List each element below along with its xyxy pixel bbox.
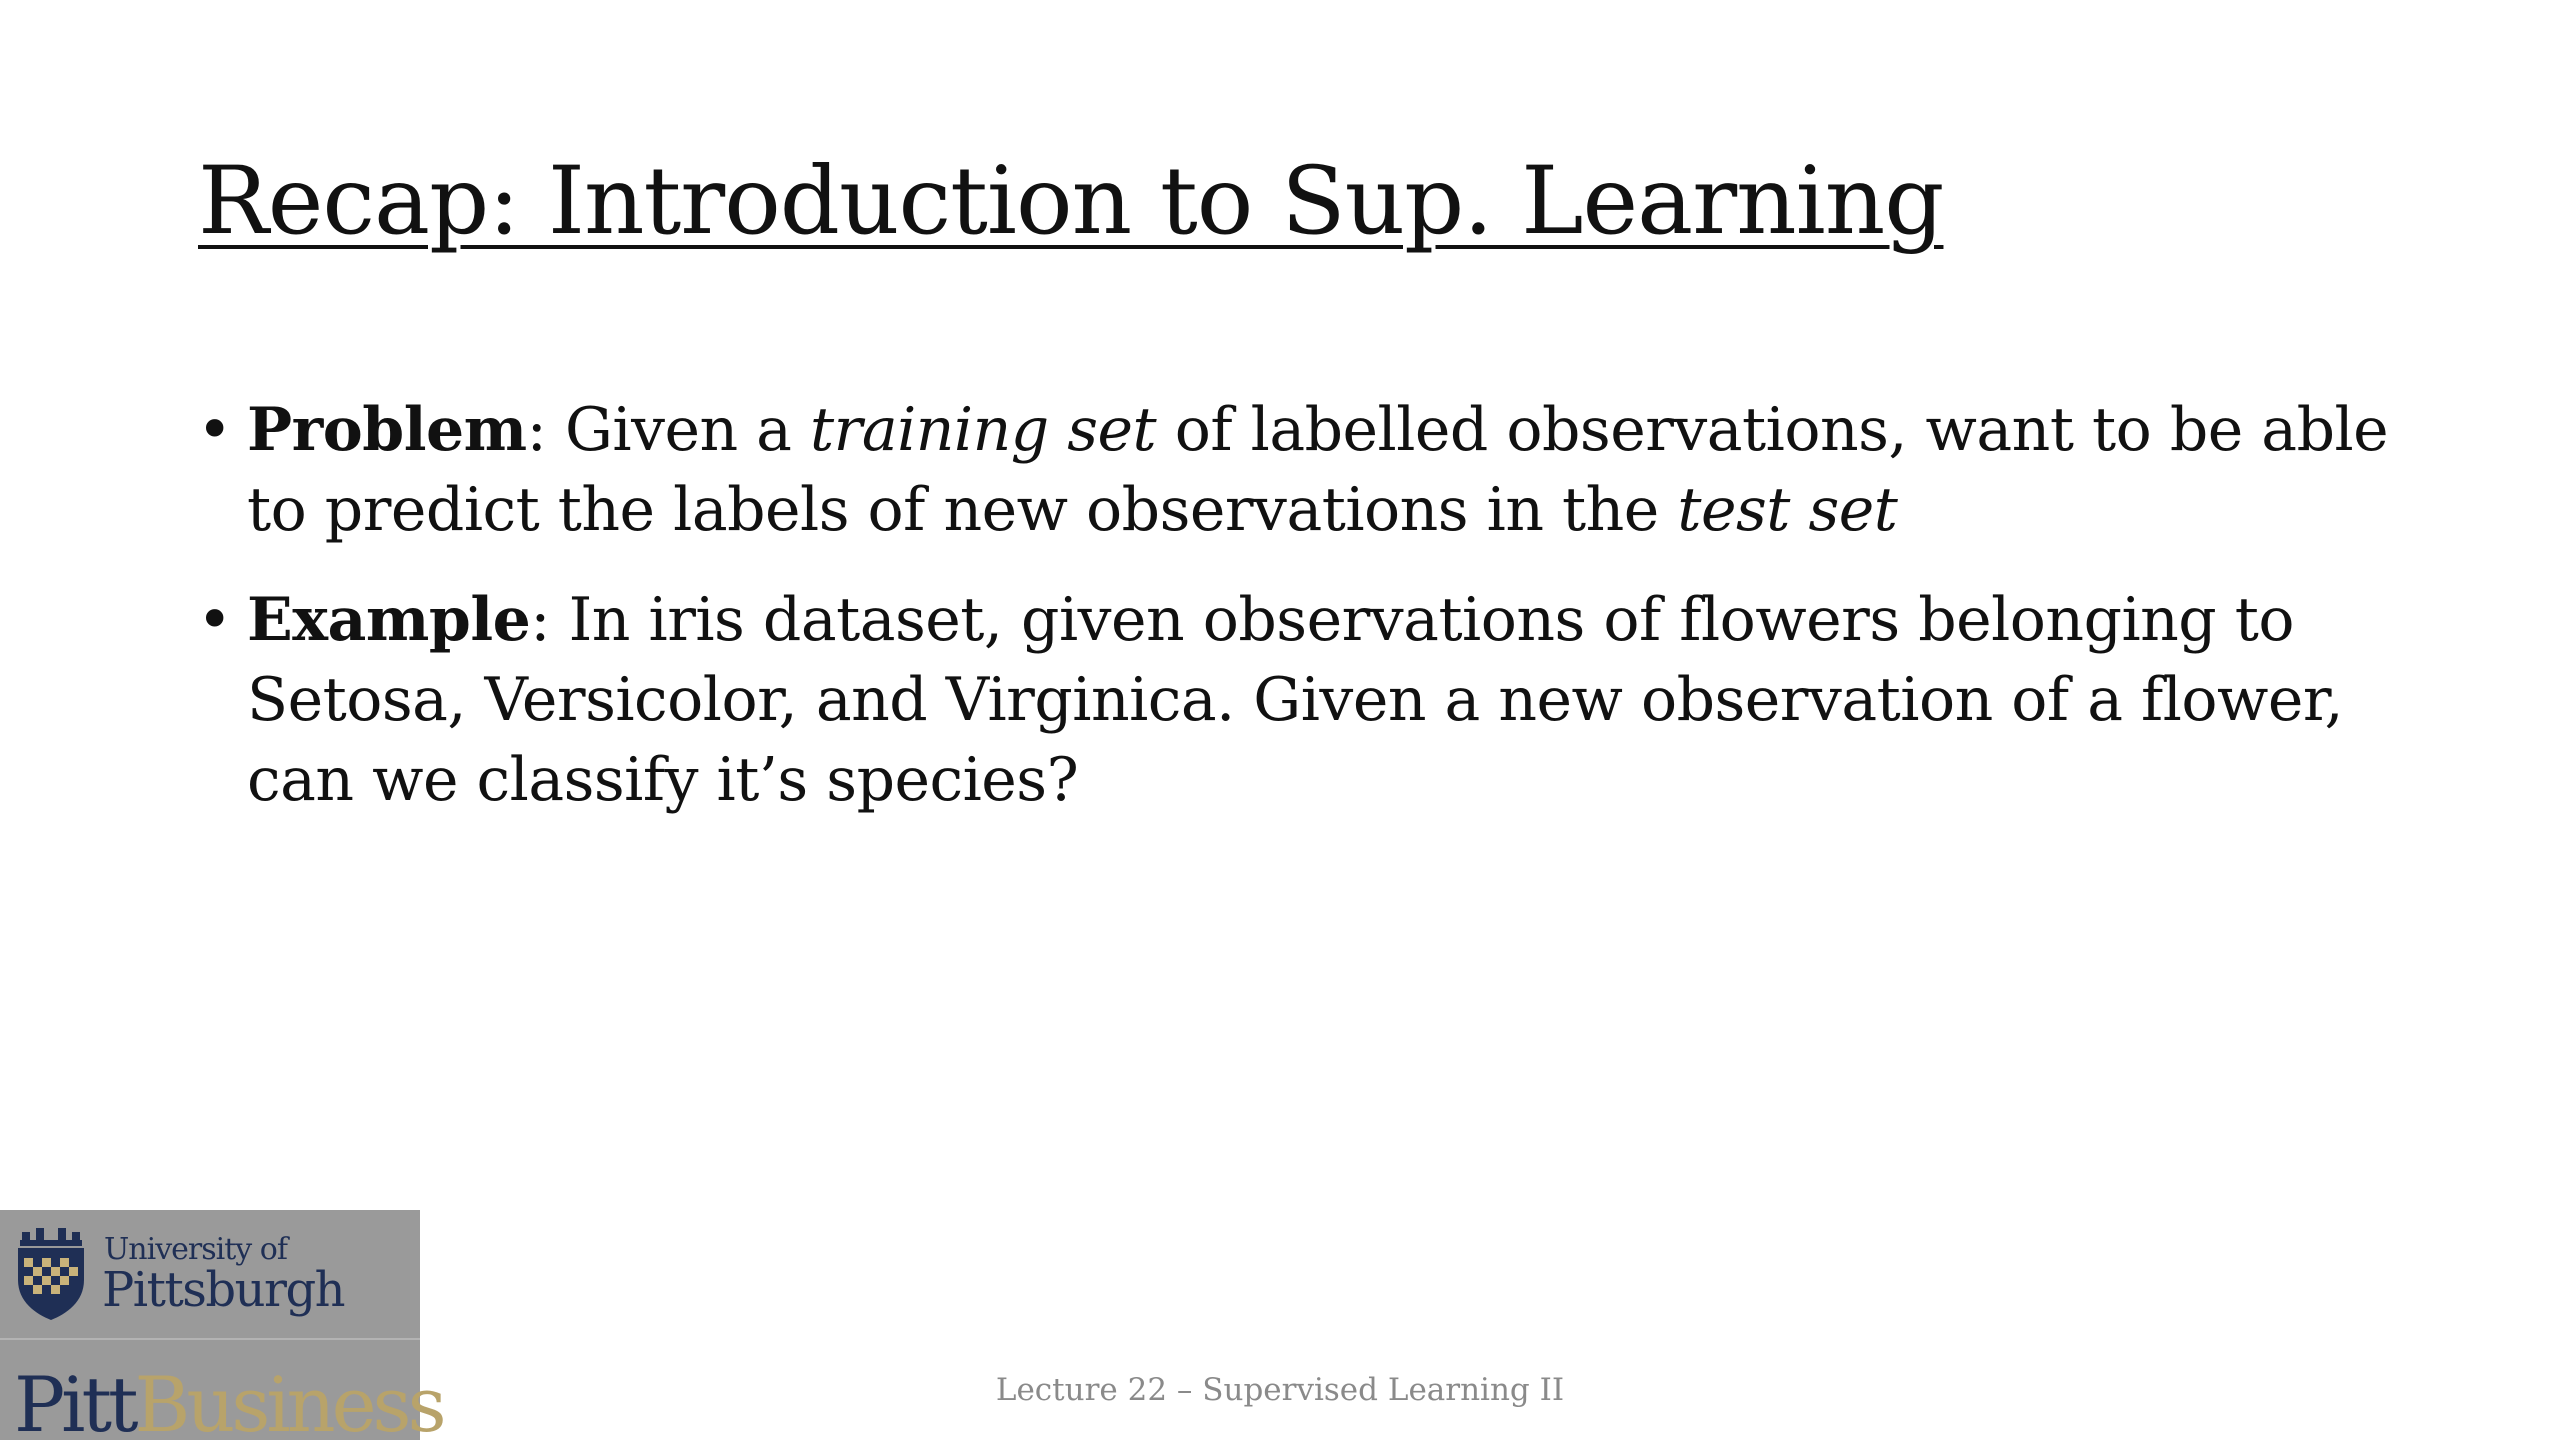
university-name-line1: University of [104,1232,287,1267]
university-logo-top [0,1210,420,1338]
bullet-list [195,390,2395,850]
bullet-text: of labelled observations, want to be able to predict the labels of new observations in the [247,395,2389,545]
bullet-marker: • [197,585,232,655]
bullet-problem [195,390,2395,550]
bullet-marker: • [197,395,232,465]
bullet-term: Example [247,585,531,655]
university-name-line2: Pittsburgh [102,1262,345,1318]
bullet-term: Problem [247,395,527,465]
wordmark-pitt: Pitt [14,1360,135,1449]
bullet-emphasis: training set [810,395,1157,465]
bullet-emphasis: test set [1677,475,1898,545]
wordmark-business: Business [134,1360,443,1449]
bullet-example [195,580,2395,820]
slide-footer: Lecture 22 – Supervised Learning II [995,1372,1565,1408]
logo-divider [0,1338,420,1340]
shield-crest-icon [14,1228,88,1322]
slide-title: Recap: Introduction to Sup. Learning [198,147,1944,256]
bullet-text: : Given a [526,395,811,465]
bullet-text: : In iris dataset, given observations of flowers belonging to Setosa, Versicolor, and Virginica. Given a new observation of a flower, can we classify it’s species? [247,585,2344,815]
